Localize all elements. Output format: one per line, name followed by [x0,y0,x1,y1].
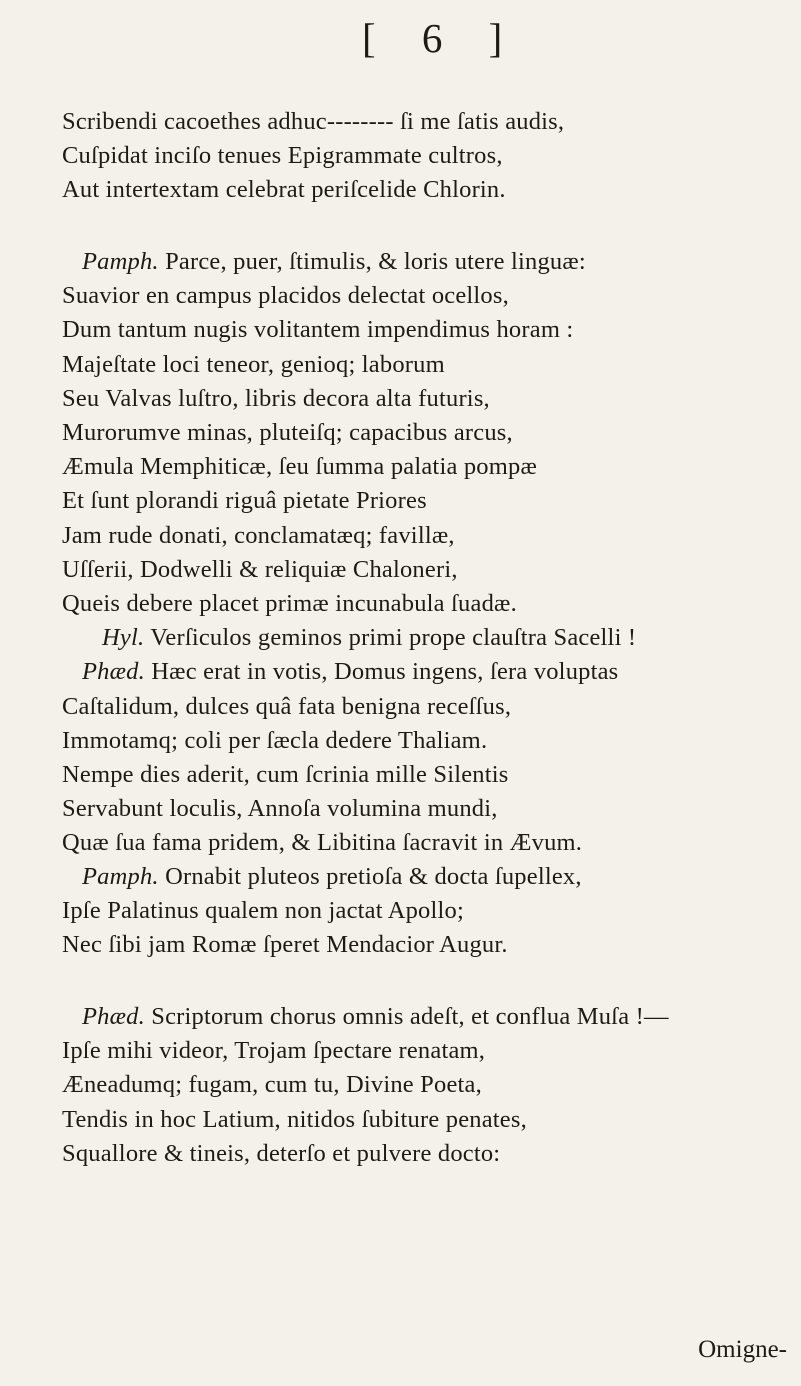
verse-line: Nec ſibi jam Romæ ſperet Mendacior Augur. [62,931,508,959]
verse-line: Dum tantum nugis volitantem impendimus horam : [62,316,574,344]
verse-line: Ipſe mihi videor, Trojam ſpectare renatam, [62,1037,486,1065]
verse-line: Nempe dies aderit, cum ſcrinia mille Silentis [62,761,509,789]
stanza-4 [62,1000,791,1171]
verse-line: Murorumve minas, pluteiſq; capacibus arcus, [62,419,513,447]
verse-line: Servabunt loculis, Annoſa volumina mundi, [62,795,498,823]
verse-line: Et ſunt plorandi riguâ pietate Priores [62,487,427,515]
verse-line [62,1000,791,1034]
speaker-label: Phæd. [82,658,145,686]
verse-text: Verſiculos geminos primi prope clauſtra Sacelli ! [150,624,637,652]
verse-text: Ornabit pluteos pretioſa & docta ſupellex, [165,863,582,890]
verse-line: Aut intertextam celebrat periſcelide Chlorin. [62,176,506,204]
catchword: Omigne- [698,1336,787,1363]
verse-line [62,655,791,689]
verse-line: Tendis in hoc Latium, nitidos ſubiture penates, [62,1105,527,1133]
verse-line: Quæ ſua fama pridem, & Libitina ſacravit in Ævum. [62,829,583,857]
verse-line: Squallore & tineis, deterſo et pulvere docto: [62,1139,501,1167]
stanza-2 [62,245,791,861]
verse-line [62,245,791,279]
verse-text: Hæc erat in votis, Domus ingens, ſera voluptas [151,658,619,686]
verse-line: Suavior en campus placidos delectat ocellos, [62,282,509,310]
verse-line: Æneadumq; fugam, cum tu, Divine Poeta, [62,1071,482,1099]
verse-line [62,860,791,894]
verse-line [62,621,791,655]
verse-line: Cuſpidat inciſo tenues Epigrammate cultros, [62,142,503,170]
page-number: [ 6 ] [362,15,521,61]
verse-text: Parce, puer, ſtimulis, & loris utere linguæ: [165,248,586,275]
stanza-1 [62,105,791,208]
verse-line: Jam rude donati, conclamatæq; favillæ, [62,521,455,549]
verse-line: Caſtalidum, dulces quâ fata benigna receſſus, [62,692,512,720]
speaker-label: Phæd. [82,1003,145,1030]
verse-line: Uſſerii, Dodwelli & reliquiæ Chaloneri, [62,555,458,583]
verse-line: Scribendi cacoethes adhuc-------- ſi me ſatis audis, [62,108,565,135]
verse-line: Queis debere placet primæ incunabula ſuadæ. [62,590,517,618]
speaker-label: Hyl. [102,624,145,652]
verse-line: Majeſtate loci teneor, genioq; laborum [62,350,445,378]
verse-line: Ipſe Palatinus qualem non jactat Apollo; [62,897,464,925]
verse-line: Seu Valvas luſtro, libris decora alta futuris, [62,384,490,412]
verse-line: Immotamq; coli per ſæcla dedere Thaliam. [62,726,488,754]
stanza-3 [62,860,791,963]
verse-text: Scriptorum chorus omnis adeſt, et conflua Muſa !— [151,1003,669,1030]
speaker-label: Pamph. [82,863,159,890]
speaker-label: Pamph. [82,248,159,275]
verse-line: Æmula Memphiticæ, ſeu ſumma palatia pompæ [62,453,537,481]
